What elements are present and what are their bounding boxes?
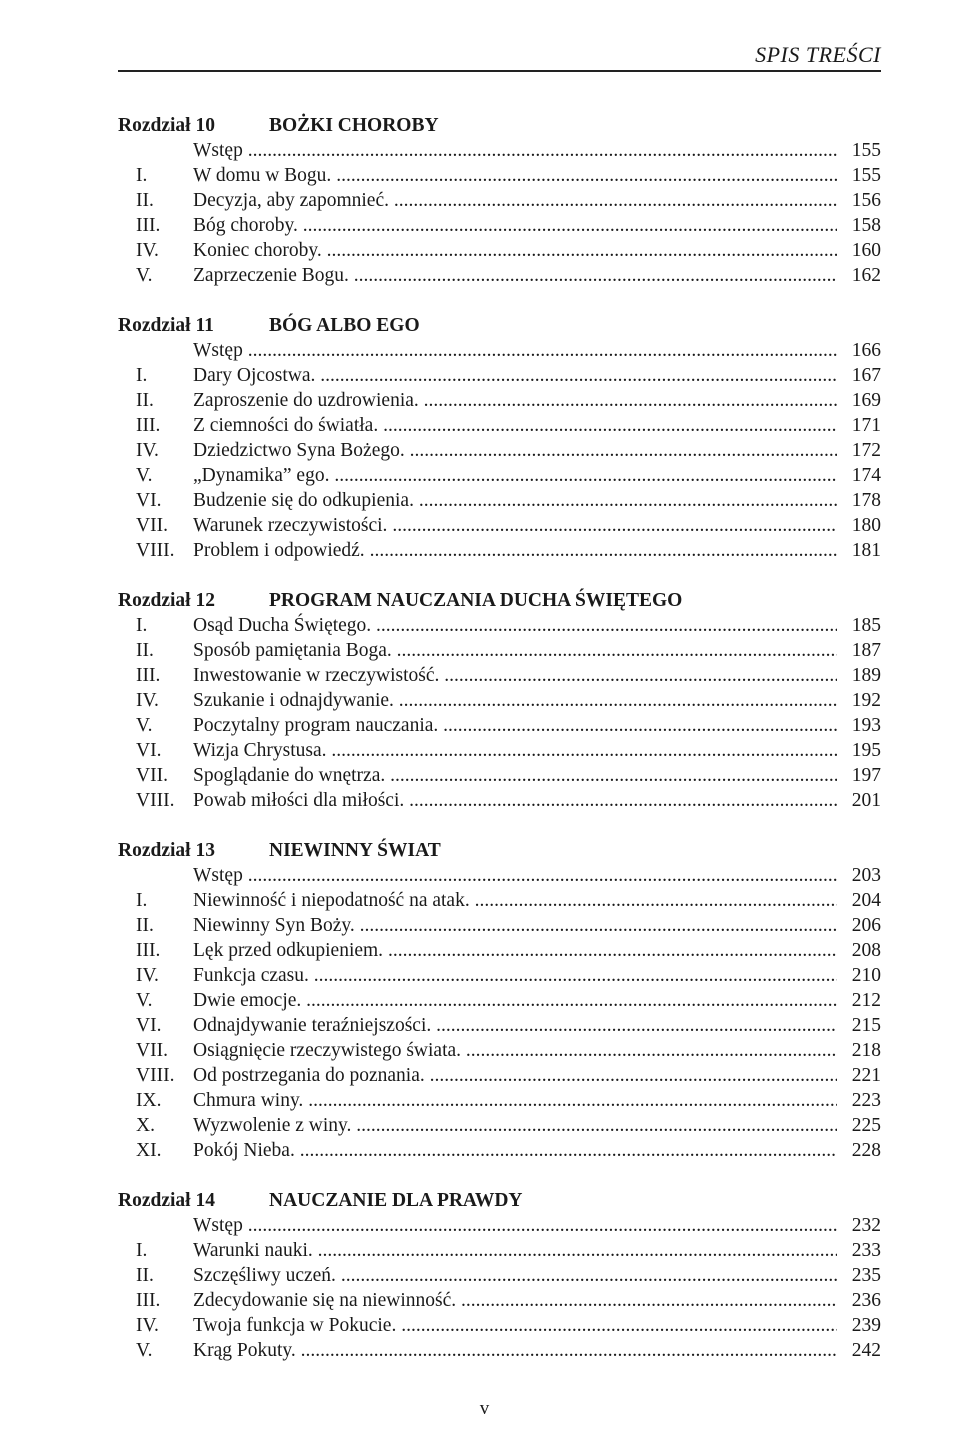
entry-page-number: 215 [851, 1015, 881, 1036]
section-numeral: II. [136, 640, 154, 661]
entry-page-number: 181 [851, 540, 881, 561]
section-numeral: I. [136, 165, 148, 186]
entry-title: Powab miłości dla miłości. ..... [193, 790, 837, 811]
entry-title-leader [193, 1313, 837, 1338]
entry-page-number: 195 [851, 740, 881, 761]
toc-entry[interactable] [118, 363, 881, 388]
toc-entry[interactable] [118, 1013, 881, 1038]
entry-title-leader [193, 1263, 837, 1288]
entry-title: Szukanie i odnajdywanie. ..... [193, 690, 837, 711]
entry-title-leader [193, 788, 837, 813]
entry-title-leader [193, 1288, 837, 1313]
entry-title: Inwestowanie w rzeczywistość. ..... [193, 665, 837, 686]
entry-title-leader [193, 688, 837, 713]
entry-title-leader [193, 988, 837, 1013]
toc-entry[interactable] [118, 988, 881, 1013]
entry-page-number: 162 [851, 265, 881, 286]
entry-title-leader [193, 238, 837, 263]
entry-title-leader [193, 1013, 837, 1038]
entry-page-number: 172 [851, 440, 881, 461]
entry-title-leader [193, 863, 837, 888]
entry-title: Decyzja, aby zapomnieć. ..... [193, 190, 837, 211]
entry-page-number: 158 [851, 215, 881, 236]
section-numeral: X. [136, 1115, 155, 1136]
section-numeral: VII. [136, 765, 168, 786]
entry-page-number: 228 [851, 1140, 881, 1161]
toc-entry[interactable] [118, 438, 881, 463]
section-numeral: II. [136, 390, 154, 411]
toc-entry[interactable] [118, 938, 881, 963]
toc-entry[interactable] [118, 413, 881, 438]
toc-entry[interactable] [118, 1288, 881, 1313]
chapter-section [118, 313, 881, 563]
entry-page-number: 169 [851, 390, 881, 411]
entry-title: Osąd Ducha Świętego. ..... [193, 615, 837, 636]
entry-title-leader [193, 188, 837, 213]
chapter-heading [118, 113, 881, 138]
section-numeral: VII. [136, 515, 168, 536]
entry-title: Funkcja czasu. ..... [193, 965, 837, 986]
entry-title: Twoja funkcja w Pokucie. ..... [193, 1315, 837, 1336]
entry-page-number: 221 [851, 1065, 881, 1086]
entry-page-number: 204 [851, 890, 881, 911]
entry-title-leader [193, 738, 837, 763]
entry-title-leader [193, 913, 837, 938]
chapter-number: Rozdział 12 [118, 590, 215, 611]
toc-entry[interactable] [118, 663, 881, 688]
toc-entry[interactable] [118, 388, 881, 413]
entry-page-number: 197 [851, 765, 881, 786]
section-numeral: III. [136, 665, 161, 686]
toc-entry[interactable] [118, 713, 881, 738]
section-numeral: V. [136, 465, 153, 486]
page-number: v [479, 1398, 490, 1419]
section-numeral: III. [136, 415, 161, 436]
section-numeral: II. [136, 190, 154, 211]
section-numeral: I. [136, 365, 148, 386]
chapter-heading [118, 313, 881, 338]
entry-title-leader [193, 1338, 837, 1363]
entry-title: Zaprzeczenie Bogu. ..... [193, 265, 837, 286]
entry-page-number: 160 [851, 240, 881, 261]
entry-title: Lęk przed odkupieniem. ..... [193, 940, 837, 961]
toc-entry[interactable] [118, 1088, 881, 1113]
toc-entry[interactable] [118, 863, 881, 888]
entry-title-leader [193, 1038, 837, 1063]
section-numeral: III. [136, 215, 161, 236]
chapter-heading [118, 838, 881, 863]
entry-title: Wyzwolenie z winy. ..... [193, 1115, 837, 1136]
entry-title-leader [193, 1063, 837, 1088]
chapter-title: PROGRAM NAUCZANIA DUCHA ŚWIĘTEGO [269, 590, 683, 611]
entry-title-leader [193, 438, 837, 463]
toc-entry[interactable] [118, 263, 881, 288]
entry-title-leader [193, 538, 837, 563]
section-numeral: VI. [136, 1015, 162, 1036]
toc-entry[interactable] [118, 463, 881, 488]
entry-page-number: 218 [851, 1040, 881, 1061]
entry-title: Odnajdywanie teraźniejszości. ..... [193, 1015, 837, 1036]
chapter-section [118, 1188, 881, 1363]
chapter-number: Rozdział 13 [118, 840, 215, 861]
section-numeral: I. [136, 615, 148, 636]
entry-page-number: 185 [851, 615, 881, 636]
entry-title: Od postrzegania do poznania. ..... [193, 1065, 837, 1086]
entry-title: Sposób pamiętania Boga. ..... [193, 640, 837, 661]
section-numeral: VII. [136, 1040, 168, 1061]
toc-entry[interactable] [118, 338, 881, 363]
section-numeral: III. [136, 940, 161, 961]
entry-title: Koniec choroby. ..... [193, 240, 837, 261]
section-numeral: I. [136, 1240, 148, 1261]
chapter-number: Rozdział 14 [118, 1190, 215, 1211]
toc-entry[interactable] [118, 213, 881, 238]
entry-title-leader [193, 638, 837, 663]
entry-title: W domu w Bogu. ..... [193, 165, 837, 186]
entry-title: Dwie emocje. ..... [193, 990, 837, 1011]
entry-page-number: 174 [851, 465, 881, 486]
entry-page-number: 206 [851, 915, 881, 936]
section-numeral: VI. [136, 740, 162, 761]
running-header [118, 42, 881, 72]
section-numeral [118, 338, 193, 363]
entry-page-number: 236 [851, 1290, 881, 1311]
entry-title: Budzenie się do odkupienia. ..... [193, 490, 837, 511]
section-numeral: IV. [136, 240, 159, 261]
chapter-title: BÓG ALBO EGO [269, 315, 420, 336]
entry-title: Warunki nauki. ..... [193, 1240, 837, 1261]
entry-title: Chmura winy. ..... [193, 1090, 837, 1111]
chapter-title: NAUCZANIE DLA PRAWDY [269, 1190, 523, 1211]
section-numeral: III. [136, 1290, 161, 1311]
chapter-section [118, 838, 881, 1163]
section-numeral: II. [136, 1265, 154, 1286]
toc-entry[interactable] [118, 788, 881, 813]
toc-entry[interactable] [118, 238, 881, 263]
table-of-contents [118, 113, 881, 1388]
chapter-section [118, 588, 881, 813]
entry-title-leader [193, 938, 837, 963]
entry-title: Dziedzictwo Syna Bożego. ..... [193, 440, 837, 461]
section-numeral: V. [136, 990, 153, 1011]
entry-title: Szczęśliwy uczeń. ..... [193, 1265, 837, 1286]
section-numeral: VIII. [136, 1065, 175, 1086]
toc-entry[interactable] [118, 963, 881, 988]
entry-page-number: 178 [851, 490, 881, 511]
chapter-section [118, 113, 881, 288]
entry-page-number: 193 [851, 715, 881, 736]
toc-entry[interactable] [118, 1238, 881, 1263]
entry-page-number: 235 [851, 1265, 881, 1286]
entry-page-number: 192 [851, 690, 881, 711]
toc-entry[interactable] [118, 513, 881, 538]
section-numeral [118, 863, 193, 888]
entry-title-leader [193, 1213, 837, 1238]
entry-page-number: 180 [851, 515, 881, 536]
section-numeral: I. [136, 890, 148, 911]
toc-entry[interactable] [118, 1038, 881, 1063]
entry-page-number: 189 [851, 665, 881, 686]
entry-page-number: 232 [851, 1215, 881, 1236]
entry-page-number: 156 [851, 190, 881, 211]
section-numeral [118, 138, 193, 163]
entry-title-leader [193, 1138, 837, 1163]
chapter-number: Rozdział 11 [118, 315, 214, 336]
section-numeral: V. [136, 715, 153, 736]
section-numeral: V. [136, 265, 153, 286]
chapter-title: NIEWINNY ŚWIAT [269, 840, 441, 861]
entry-title-leader [193, 763, 837, 788]
entry-title-leader [193, 213, 837, 238]
entry-title: Zdecydowanie się na niewinność. ..... [193, 1290, 837, 1311]
entry-title-leader [193, 363, 837, 388]
entry-title: „Dynamika” ego. ..... [193, 465, 837, 486]
entry-page-number: 203 [851, 865, 881, 886]
section-numeral: IV. [136, 965, 159, 986]
entry-title-leader [193, 963, 837, 988]
chapter-heading [118, 588, 881, 613]
entry-title: Warunek rzeczywistości. ..... [193, 515, 837, 536]
toc-entry[interactable] [118, 763, 881, 788]
entry-page-number: 242 [851, 1340, 881, 1361]
entry-title: Wizja Chrystusa. ..... [193, 740, 837, 761]
section-numeral: IV. [136, 440, 159, 461]
entry-page-number: 171 [851, 415, 881, 436]
entry-title-leader [193, 1088, 837, 1113]
toc-entry[interactable] [118, 1263, 881, 1288]
section-numeral [118, 1213, 193, 1238]
toc-entry[interactable] [118, 913, 881, 938]
entry-title-leader [193, 513, 837, 538]
entry-title-leader [193, 138, 837, 163]
entry-title: Zaproszenie do uzdrowienia. ..... [193, 390, 837, 411]
section-numeral: IV. [136, 690, 159, 711]
entry-title-leader [193, 413, 837, 438]
entry-title-leader [193, 163, 837, 188]
entry-page-number: 210 [851, 965, 881, 986]
entry-title-leader [193, 388, 837, 413]
entry-title: Wstęp ..... [193, 340, 837, 361]
section-numeral: VI. [136, 490, 162, 511]
entry-title-leader [193, 613, 837, 638]
entry-title: Bóg choroby. ..... [193, 215, 837, 236]
section-numeral: VIII. [136, 790, 175, 811]
entry-page-number: 233 [851, 1240, 881, 1261]
entry-title: Niewinny Syn Boży. ..... [193, 915, 837, 936]
entry-title: Niewinność i niepodatność na atak. ..... [193, 890, 837, 911]
entry-title-leader [193, 463, 837, 488]
entry-page-number: 239 [851, 1315, 881, 1336]
section-numeral: II. [136, 915, 154, 936]
entry-title: Dary Ojcostwa. ..... [193, 365, 837, 386]
toc-entry[interactable] [118, 188, 881, 213]
entry-title: Poczytalny program nauczania. ..... [193, 715, 837, 736]
entry-title: Wstęp ..... [193, 865, 837, 886]
entry-title: Z ciemności do światła. ..... [193, 415, 837, 436]
entry-page-number: 167 [851, 365, 881, 386]
entry-title-leader [193, 1238, 837, 1263]
entry-title-leader [193, 663, 837, 688]
entry-page-number: 201 [851, 790, 881, 811]
section-numeral: V. [136, 1340, 153, 1361]
entry-title: Osiągnięcie rzeczywistego świata. ..... [193, 1040, 837, 1061]
entry-title-leader [193, 713, 837, 738]
toc-entry[interactable] [118, 1063, 881, 1088]
toc-entry[interactable] [118, 1313, 881, 1338]
toc-entry[interactable] [118, 638, 881, 663]
toc-entry[interactable] [118, 488, 881, 513]
toc-entry[interactable] [118, 1138, 881, 1163]
section-numeral: IX. [136, 1090, 162, 1111]
entry-title: Pokój Nieba. ..... [193, 1140, 837, 1161]
toc-entry[interactable] [118, 538, 881, 563]
entry-title-leader [193, 488, 837, 513]
entry-title-leader [193, 1113, 837, 1138]
chapter-heading [118, 1188, 881, 1213]
toc-entry[interactable] [118, 738, 881, 763]
entry-title: Wstęp ..... [193, 1215, 837, 1236]
running-title: SPIS TREŚCI [755, 42, 881, 67]
entry-page-number: 166 [851, 340, 881, 361]
entry-title: Problem i odpowiedź. ..... [193, 540, 837, 561]
entry-page-number: 208 [851, 940, 881, 961]
toc-entry[interactable] [118, 888, 881, 913]
toc-entry[interactable] [118, 1213, 881, 1238]
entry-page-number: 212 [851, 990, 881, 1011]
entry-title-leader [193, 263, 837, 288]
entry-page-number: 223 [851, 1090, 881, 1111]
section-numeral: IV. [136, 1315, 159, 1336]
entry-title-leader [193, 888, 837, 913]
entry-page-number: 187 [851, 640, 881, 661]
section-numeral: XI. [136, 1140, 162, 1161]
entry-page-number: 155 [851, 165, 881, 186]
toc-entry[interactable] [118, 688, 881, 713]
entry-title: Spoglądanie do wnętrza. ..... [193, 765, 837, 786]
entry-page-number: 155 [851, 140, 881, 161]
toc-entry[interactable] [118, 1113, 881, 1138]
entry-title-leader [193, 338, 837, 363]
toc-entry[interactable] [118, 1338, 881, 1363]
toc-entry[interactable] [118, 138, 881, 163]
entry-title: Krąg Pokuty. ..... [193, 1340, 837, 1361]
section-numeral: VIII. [136, 540, 175, 561]
toc-entry[interactable] [118, 163, 881, 188]
chapter-title: BOŻKI CHOROBY [269, 115, 439, 136]
entry-page-number: 225 [851, 1115, 881, 1136]
toc-entry[interactable] [118, 613, 881, 638]
entry-title: Wstęp ..... [193, 140, 837, 161]
chapter-number: Rozdział 10 [118, 115, 215, 136]
